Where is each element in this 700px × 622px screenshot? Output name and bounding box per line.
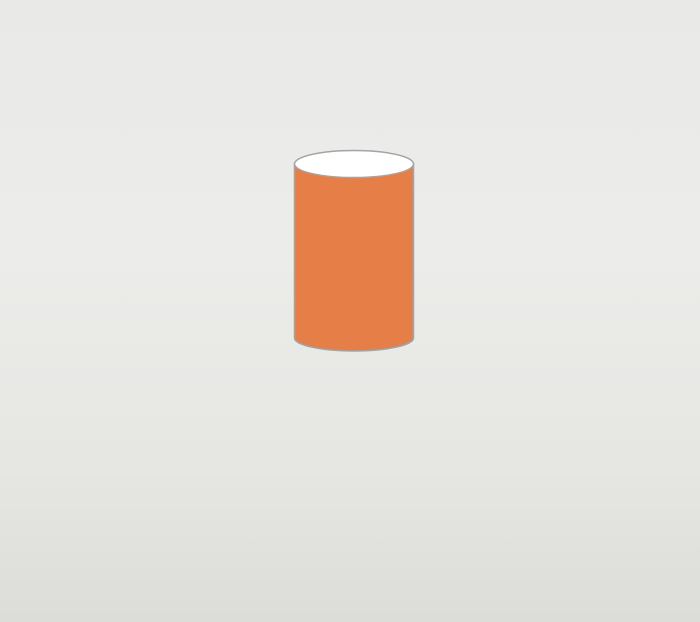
cylinder-top-ellipse (295, 151, 414, 178)
cylinder-body (295, 164, 414, 351)
hollow-cylinder-figure (292, 148, 416, 354)
